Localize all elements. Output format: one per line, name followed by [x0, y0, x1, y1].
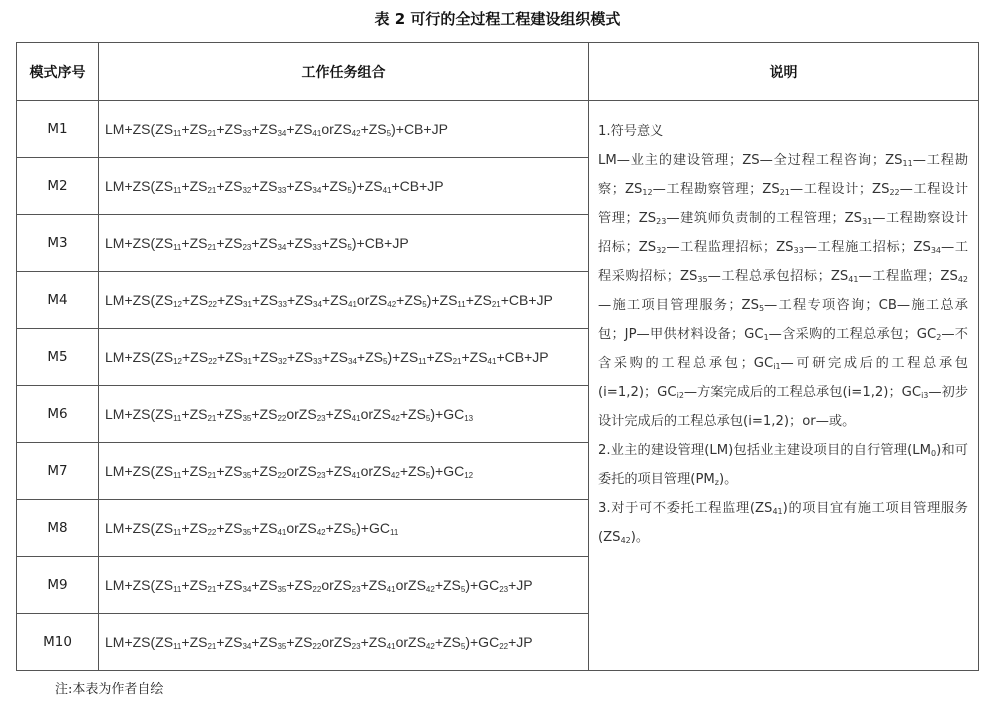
subscript: 11 — [173, 642, 182, 651]
task-combination: $LM+ZS(ZS_{11}+ZS_{22}+ZS_{35}+ZS_{41}orZS_{42}+ZS_5)+GC_{11}$ — [99, 500, 589, 557]
subscript: 34 — [348, 357, 357, 366]
subscript: 41 — [487, 357, 497, 366]
subscript: 21 — [207, 186, 217, 195]
task-combination: $LM+ZS(ZS_{12}+ZS_{22}+ZS_{31}+ZS_{32}+ZS_{33}+ZS_{34}+ZS_5)+ZS_{11}+ZS_{21}+ZS_{41}+CB+JP$ — [99, 329, 589, 386]
subscript: 41 — [382, 186, 392, 195]
subscript: 42 — [957, 275, 969, 284]
subscript: 11 — [173, 129, 182, 138]
subscript: 23 — [316, 471, 326, 480]
subscript: 35 — [277, 642, 287, 651]
subscript: 21 — [491, 300, 501, 309]
subscript: 33 — [793, 246, 804, 255]
subscript: 11 — [173, 471, 182, 480]
mode-id: M6 — [17, 386, 99, 443]
subscript: 21 — [207, 243, 217, 252]
mode-id: M10 — [17, 614, 99, 671]
subscript: 42 — [390, 471, 400, 480]
task-combination: $LM+ZS(ZS_{11}+ZS_{21}+ZS_{32}+ZS_{33}+ZS_{34}+ZS_5)+ZS_{41}+CB+JP$ — [99, 158, 589, 215]
mode-id: M4 — [17, 272, 99, 329]
subscript: 21 — [452, 357, 462, 366]
subscript: 11 — [173, 243, 182, 252]
subscript: 5 — [347, 186, 352, 195]
subscript: 5 — [347, 243, 352, 252]
subscript: 11 — [173, 585, 182, 594]
mode-id: M7 — [17, 443, 99, 500]
subscript: 5 — [425, 414, 431, 423]
subscript: 22 — [889, 188, 900, 197]
subscript: 22 — [208, 357, 217, 366]
subscript: 34 — [930, 246, 942, 255]
subscript: 11 — [173, 414, 182, 423]
subscript: 34 — [312, 186, 322, 195]
subscript: 2 — [936, 333, 942, 342]
subscript: 42 — [351, 129, 361, 138]
subscript: 5 — [386, 129, 392, 138]
subscript: 12 — [464, 471, 474, 480]
subscript: 42 — [390, 414, 400, 423]
subscript: 11 — [173, 528, 182, 537]
subscript: 34 — [313, 300, 322, 309]
subscript: 35 — [277, 585, 287, 594]
subscript: 21 — [779, 188, 790, 197]
subscript: 12 — [173, 300, 182, 309]
subscript: 12 — [173, 357, 182, 366]
description-paragraph: 1.符号意义 — [598, 124, 664, 139]
subscript: 33 — [242, 129, 252, 138]
description-paragraph: LM—业主的建设管理；ZS—全过程工程咨询；$ZS_{11}—$工程勘察；$ZS_{12}—$工程勘察管理；$ZS_{21}—$工程设计；$ZS_{22}—$工程设计管理；$ZS_{23}—$建筑师负责制的工程管理；$ZS_{31}—$工程勘察设计招标；$ZS_{32}—$工程监理招标；$ZS_{33}—$工程施工招标；$ZS_{34}—$工程采购招标；$ZS_{35}—$工程总承包招标；$ZS_{41}—$工程监理；$ZS_{42}—$施工项目管理服务；$ZS_5—$工程专项咨询；CB—施工总承包；JP—甲供材料设备；$GC_1—$含采购的工程总承包；$GC_2—$不含采购的工程总承包；$GC_{i1}—$可研完成后的工程总承包(i=1,2)；$GC_{i2}—$方案完成后的工程总承包(i=1,2)；$GC_{i3}—$初步设计完成后的工程总承包(i=1,2)；or—或。 — [598, 153, 969, 429]
subscript: 42 — [425, 642, 435, 651]
subscript: i2 — [676, 391, 684, 400]
subscript: 21 — [207, 414, 217, 423]
task-combination: $LM+ZS(ZS_{11}+ZS_{21}+ZS_{35}+ZS_{22}orZS_{23}+ZS_{41}orZS_{42}+ZS_5)+GC_{13}$ — [99, 386, 589, 443]
header-description: 说明 — [589, 43, 979, 101]
mode-id: M5 — [17, 329, 99, 386]
subscript: 11 — [173, 186, 182, 195]
subscript: 11 — [902, 159, 913, 168]
subscript: 0 — [931, 449, 937, 458]
subscript: 23 — [656, 217, 667, 226]
subscript: 22 — [208, 300, 217, 309]
subscript: 5 — [460, 585, 466, 594]
task-combination: $LM+ZS(ZS_{11}+ZS_{21}+ZS_{34}+ZS_{35}+ZS_{22}orZS_{23}+ZS_{41}orZS_{42}+ZS_5)+GC_{22}+JP$ — [99, 614, 589, 671]
subscript: 22 — [312, 642, 322, 651]
subscript: 41 — [386, 585, 396, 594]
subscript: 41 — [386, 642, 396, 651]
task-combination: $LM+ZS(ZS_{11}+ZS_{21}+ZS_{34}+ZS_{35}+ZS_{22}orZS_{23}+ZS_{41}orZS_{42}+ZS_5)+GC_{23}+JP$ — [99, 557, 589, 614]
subscript: 35 — [242, 528, 252, 537]
description-paragraph: 3.对于可不委托工程监理$(ZS_{41})$的项目宜有施工项目管理服务$(ZS_{42})$。 — [598, 501, 968, 545]
subscript: 41 — [772, 507, 783, 516]
subscript: 22 — [499, 642, 509, 651]
subscript: 21 — [207, 129, 217, 138]
subscript: i3 — [921, 391, 929, 400]
table-header-row — [17, 43, 979, 101]
subscript: 23 — [242, 243, 252, 252]
description-cell — [589, 101, 979, 671]
subscript: 11 — [389, 528, 399, 537]
subscript: 32 — [242, 186, 252, 195]
organization-mode-table — [16, 42, 979, 671]
subscript: 22 — [277, 414, 287, 423]
subscript: 32 — [278, 357, 287, 366]
task-combination: $LM+ZS(ZS_{11}+ZS_{21}+ZS_{23}+ZS_{34}+ZS_{33}+ZS_5)+CB+JP$ — [99, 215, 589, 272]
subscript: 34 — [242, 585, 252, 594]
subscript: 31 — [243, 300, 252, 309]
subscript: 33 — [277, 186, 287, 195]
subscript: 5 — [758, 304, 765, 313]
subscript: 41 — [348, 300, 357, 309]
subscript: 34 — [242, 642, 252, 651]
table-row — [17, 101, 979, 158]
subscript: 21 — [207, 642, 217, 651]
subscript: 22 — [207, 528, 217, 537]
subscript: 23 — [351, 642, 361, 651]
subscript: 5 — [460, 642, 466, 651]
subscript: 33 — [312, 243, 322, 252]
header-mode-id: 模式序号 — [17, 43, 99, 101]
subscript: 23 — [316, 414, 326, 423]
subscript: 32 — [656, 246, 667, 255]
subscript: 11 — [418, 357, 427, 366]
mode-id: M3 — [17, 215, 99, 272]
table-title: 表 2 可行的全过程工程建设组织模式 — [374, 10, 621, 28]
subscript: 41 — [277, 528, 287, 537]
subscript: 41 — [351, 471, 361, 480]
table-note: 注:本表为作者自绘 — [55, 682, 164, 697]
subscript: 34 — [277, 129, 287, 138]
subscript: 21 — [207, 585, 217, 594]
subscript: 5 — [382, 357, 388, 366]
subscript: 5 — [425, 471, 431, 480]
subscript: 33 — [278, 300, 287, 309]
subscript: 41 — [848, 275, 859, 284]
subscript: 1 — [763, 333, 769, 342]
mode-id: M9 — [17, 557, 99, 614]
subscript: 35 — [242, 471, 252, 480]
task-combination: $LM+ZS(ZS_{11}+ZS_{21}+ZS_{35}+ZS_{22}orZS_{23}+ZS_{41}orZS_{42}+ZS_5)+GC_{12}$ — [99, 443, 589, 500]
subscript: 35 — [242, 414, 252, 423]
subscript: 23 — [499, 585, 509, 594]
subscript: 33 — [313, 357, 322, 366]
subscript: 31 — [243, 357, 252, 366]
subscript: 42 — [620, 536, 631, 545]
subscript: 22 — [277, 471, 287, 480]
subscript: 12 — [642, 188, 653, 197]
header-task-combination: 工作任务组合 — [99, 43, 589, 101]
subscript: 23 — [351, 585, 361, 594]
subscript: 42 — [387, 300, 397, 309]
subscript: 22 — [312, 585, 322, 594]
subscript: 34 — [277, 243, 287, 252]
subscript: 41 — [351, 414, 361, 423]
subscript: 21 — [207, 471, 217, 480]
subscript: 41 — [312, 129, 322, 138]
subscript: 31 — [862, 217, 873, 226]
task-combination: $LM+ZS(ZS_{11}+ZS_{21}+ZS_{33}+ZS_{34}+ZS_{41}orZS_{42}+ZS_5)+CB+JP$ — [99, 101, 589, 158]
description-paragraph: 2.业主的建设管理(LM)包括业主建设项目的自行管理$(LM_0)$和可委托的项目管理$(PM_z)$。 — [598, 443, 968, 487]
subscript: 5 — [422, 300, 427, 309]
subscript: 13 — [464, 414, 474, 423]
subscript: 42 — [316, 528, 326, 537]
subscript: z — [714, 478, 719, 487]
mode-id: M8 — [17, 500, 99, 557]
task-combination: $LM+ZS(ZS_{12}+ZS_{22}+ZS_{31}+ZS_{33}+ZS_{34}+ZS_{41}orZS_{42}+ZS_5)+ZS_{11}+ZS_{21}+CB+JP$ — [99, 272, 589, 329]
subscript: i1 — [773, 362, 781, 371]
mode-id: M1 — [17, 101, 99, 158]
subscript: 35 — [697, 275, 708, 284]
mode-id: M2 — [17, 158, 99, 215]
subscript: 42 — [425, 585, 435, 594]
subscript: 5 — [351, 528, 357, 537]
subscript: 11 — [457, 300, 466, 309]
